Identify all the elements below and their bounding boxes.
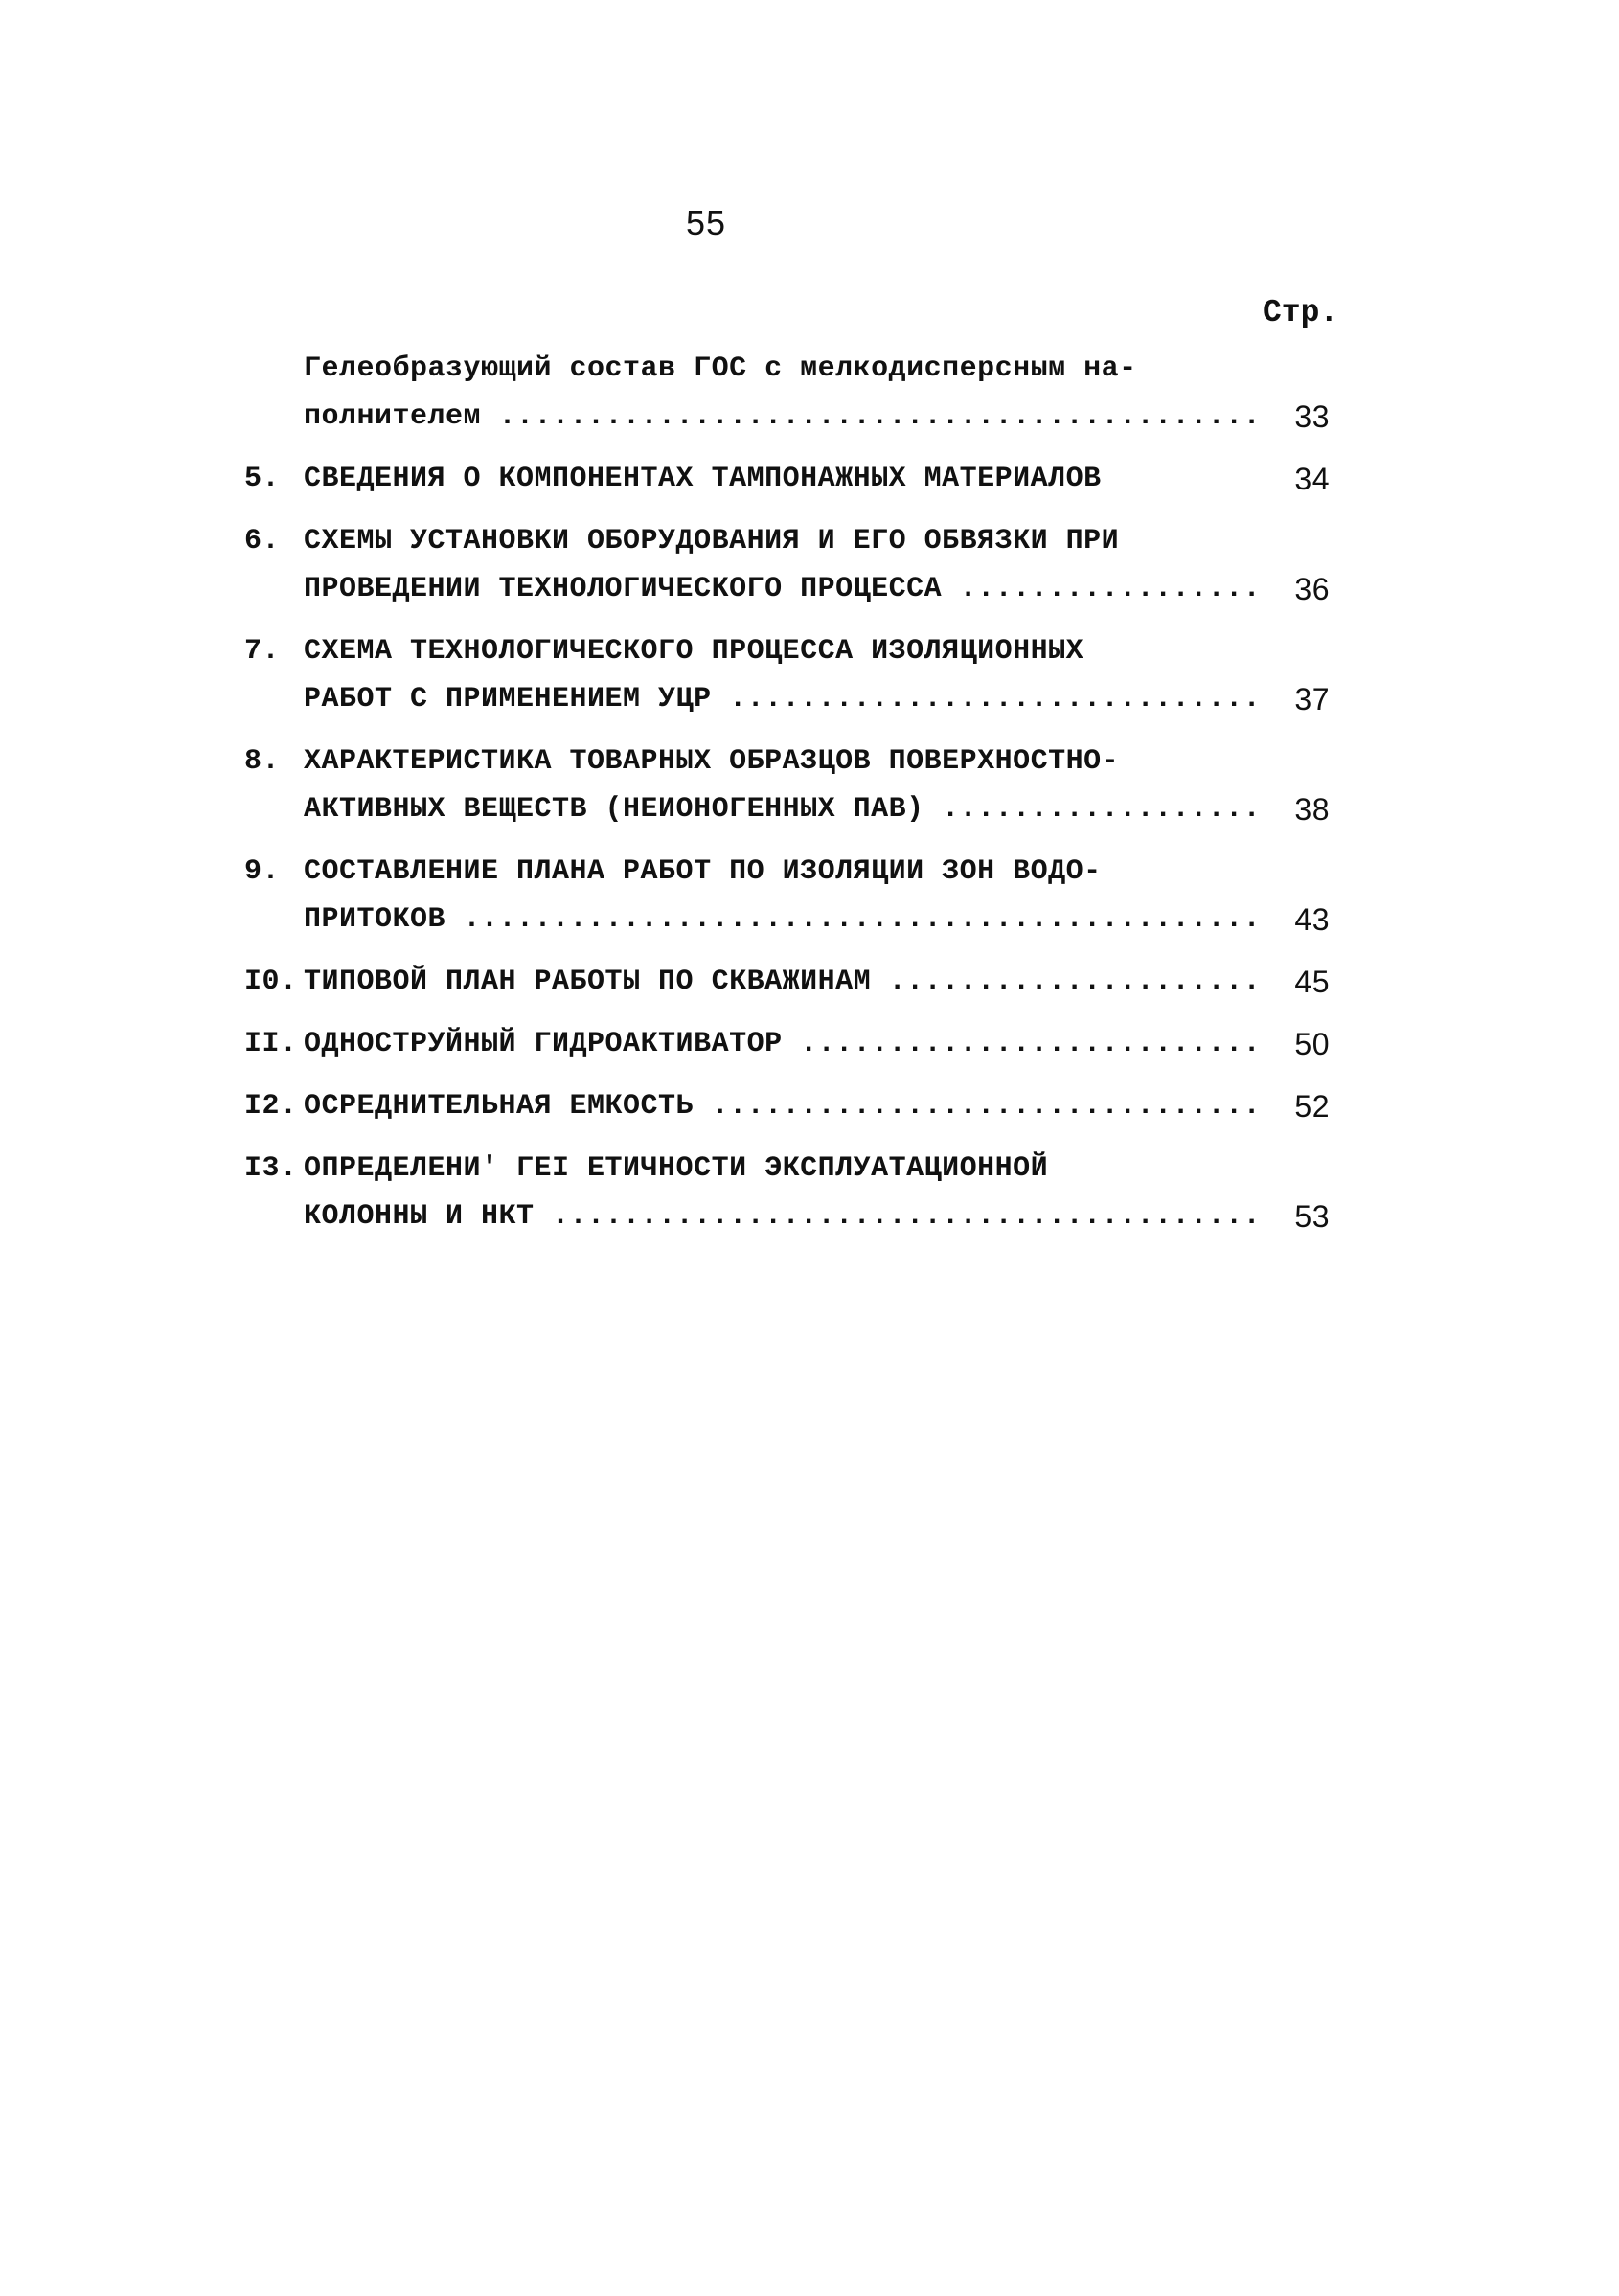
toc-entry-title-line: СХЕМА ТЕХНОЛОГИЧЕСКОГО ПРОЦЕССА ИЗОЛЯЦИОННЫХ: [304, 635, 1084, 668]
toc-entry-number: 7.: [244, 635, 281, 668]
toc-entry-number: 9.: [244, 855, 281, 888]
toc-entry-page: 36: [1294, 572, 1330, 606]
toc-entry-title-line: СХЕМЫ УСТАНОВКИ ОБОРУДОВАНИЯ И ЕГО ОБВЯЗКИ ПРИ: [304, 525, 1120, 557]
toc-entry: [244, 455, 1341, 503]
toc-entry-title-line: СВЕДЕНИЯ О КОМПОНЕНТАХ ТАМПОНАЖНЫХ МАТЕРИАЛОВ: [304, 463, 1102, 495]
toc-entry: [244, 1082, 1341, 1130]
toc-entry-title-line: ОСРЕДНИТЕЛЬНАЯ ЕМКОСТЬ .....: [304, 1082, 1263, 1130]
toc-entry-title-line: РАБОТ С ПРИМЕНЕНИЕМ УЦР .....: [304, 675, 1263, 723]
toc-entry: [244, 848, 1341, 943]
toc-entry-title-line: ПРИТОКОВ .....: [304, 896, 1263, 943]
toc-entry-title-line: ТИПОВОЙ ПЛАН РАБОТЫ ПО СКВАЖИНАМ .....: [304, 958, 1263, 1006]
toc-entry-title-line: ПРОВЕДЕНИИ ТЕХНОЛОГИЧЕСКОГО ПРОЦЕССА .....: [304, 565, 1263, 613]
toc-entry: [244, 627, 1341, 723]
toc-entry-page: 34: [1294, 462, 1330, 496]
toc-entry-number: 8.: [244, 745, 281, 778]
toc-entry-title-line: КОЛОННЫ И НКТ .....: [304, 1193, 1263, 1240]
toc-entry-title-line: ХАРАКТЕРИСТИКА ТОВАРНЫХ ОБРАЗЦОВ ПОВЕРХНОСТНО-: [304, 745, 1120, 778]
toc-entry-title-line: СОСТАВЛЕНИЕ ПЛАНА РАБОТ ПО ИЗОЛЯЦИИ ЗОН ВОДО-: [304, 855, 1102, 888]
toc-entry-page: 43: [1294, 902, 1330, 937]
toc-entry: [244, 345, 1341, 441]
toc-entry-number: 5.: [244, 463, 281, 495]
toc-entry-page: 45: [1294, 965, 1330, 999]
page-number: 55: [686, 203, 727, 242]
toc-entry-number: 6.: [244, 525, 281, 557]
toc-entry-page: 37: [1294, 682, 1330, 716]
toc-entry-number: I2.: [244, 1090, 298, 1123]
toc-entry-title-line: ОДНОСТРУЙНЫЙ ГИДРОАКТИВАТОР .....: [304, 1020, 1263, 1068]
toc-entry-page: 38: [1294, 792, 1330, 827]
toc-entry-title-line: АКТИВНЫХ ВЕЩЕСТВ (НЕИОНОГЕННЫХ ПАВ) .....: [304, 785, 1263, 833]
toc-entry: [244, 517, 1341, 613]
toc-entry-number: I0.: [244, 966, 298, 998]
toc-entry-page: 53: [1294, 1199, 1330, 1234]
toc-entry: [244, 738, 1341, 833]
toc-entry-title-line: ОПРЕДЕЛЕНИ' ГЕІ ЕТИЧНОСТИ ЭКСПЛУАТАЦИОННОЙ: [304, 1152, 1049, 1185]
toc-entry-page: 52: [1294, 1089, 1330, 1124]
page-column-header: Стр.: [1263, 295, 1339, 330]
toc-entry-title-line: полнителем .....: [304, 393, 1263, 441]
toc-entry-number: II.: [244, 1028, 298, 1060]
toc-entry-page: 50: [1294, 1027, 1330, 1061]
toc-entry-page: 33: [1294, 399, 1330, 434]
table-of-contents: [244, 345, 1341, 1255]
toc-entry-number: I3.: [244, 1152, 298, 1185]
toc-entry-title-line: Гелеобразующий состав ГОС с мелкодисперсным на-: [304, 352, 1137, 385]
toc-entry: [244, 1145, 1341, 1240]
toc-entry: [244, 958, 1341, 1006]
toc-entry: [244, 1020, 1341, 1068]
